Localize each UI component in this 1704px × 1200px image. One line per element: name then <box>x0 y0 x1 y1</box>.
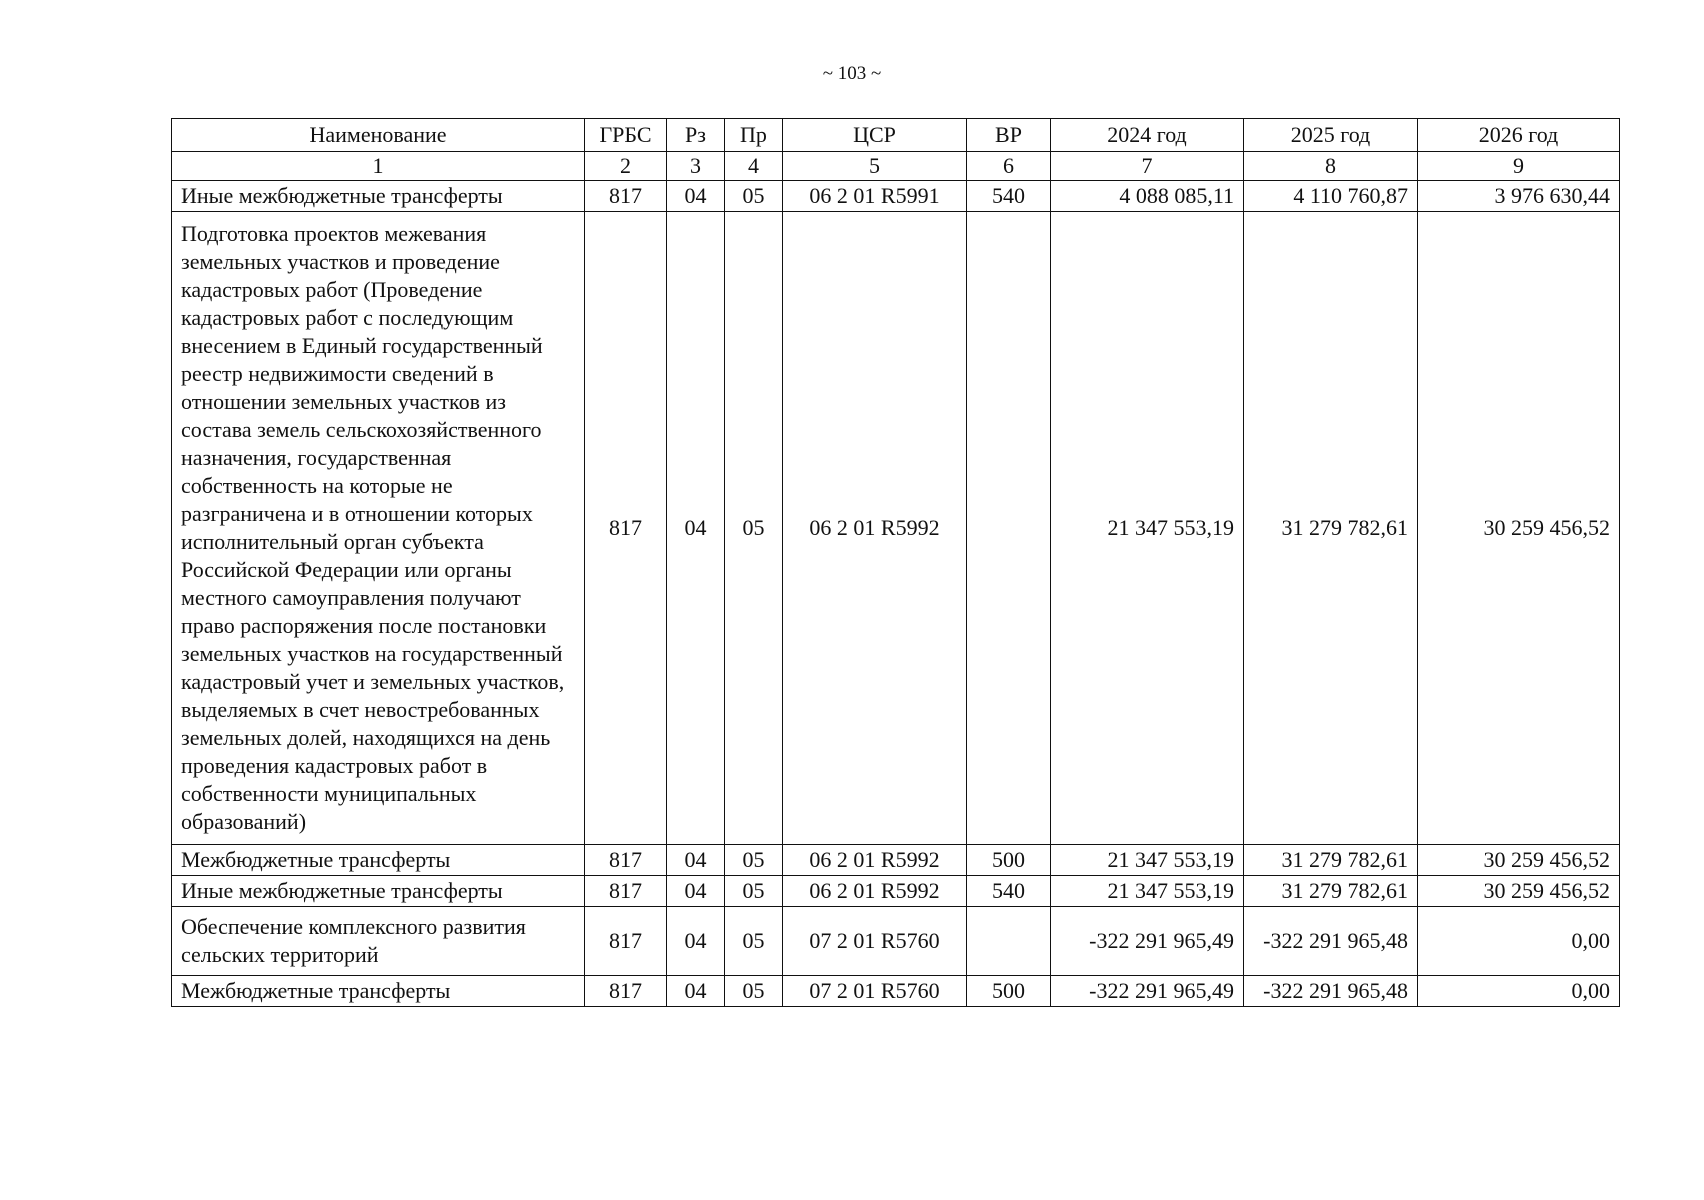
row-grbs: 817 <box>585 845 667 876</box>
table-row <box>172 181 1620 212</box>
column-number: 7 <box>1051 152 1244 181</box>
row-rz: 04 <box>667 181 725 212</box>
row-name: Межбюджетные трансферты <box>172 976 585 1007</box>
row-2024: 21 347 553,19 <box>1051 876 1244 907</box>
row-vr <box>967 212 1051 845</box>
column-number: 6 <box>967 152 1051 181</box>
row-2024: -322 291 965,49 <box>1051 907 1244 976</box>
row-rz: 04 <box>667 907 725 976</box>
row-rz: 04 <box>667 845 725 876</box>
table-row <box>172 976 1620 1007</box>
row-2025: -322 291 965,48 <box>1244 907 1418 976</box>
row-csr: 06 2 01 R5992 <box>783 845 967 876</box>
row-rz: 04 <box>667 976 725 1007</box>
row-2025: 4 110 760,87 <box>1244 181 1418 212</box>
header-2026: 2026 год <box>1418 119 1620 152</box>
row-vr: 500 <box>967 976 1051 1007</box>
row-vr: 540 <box>967 181 1051 212</box>
column-number: 9 <box>1418 152 1620 181</box>
row-pr: 05 <box>725 845 783 876</box>
row-grbs: 817 <box>585 212 667 845</box>
page-number: ~ 103 ~ <box>822 63 882 84</box>
row-2025: -322 291 965,48 <box>1244 976 1418 1007</box>
header-2025: 2025 год <box>1244 119 1418 152</box>
header-pr: Пр <box>725 119 783 152</box>
row-rz: 04 <box>667 876 725 907</box>
row-pr: 05 <box>725 907 783 976</box>
row-grbs: 817 <box>585 181 667 212</box>
row-2025: 31 279 782,61 <box>1244 845 1418 876</box>
row-name: Подготовка проектов межевания земельных участков и проведение кадастровых работ (Проведение кадастровых работ с последующим внесением в Единый государственный реестр недвижимости сведений в отношении земельных участков из состава земель сельскохозяйственного назначения, государственная собственность на которые не разграничена и в отношении которых исполнительный орган субъекта Российской Федерации или органы местного самоуправления получают право распоряжения после постановки земельных участков на государственный кадастровый учет и земельных участков, выделяемых в счет невостребованных земельных долей, находящихся на день проведения кадастровых работ в собственности муниципальных образований) <box>172 212 585 845</box>
column-number: 4 <box>725 152 783 181</box>
row-grbs: 817 <box>585 907 667 976</box>
column-number: 8 <box>1244 152 1418 181</box>
row-rz: 04 <box>667 212 725 845</box>
row-2024: 21 347 553,19 <box>1051 845 1244 876</box>
header-grbs: ГРБС <box>585 119 667 152</box>
row-2025: 31 279 782,61 <box>1244 212 1418 845</box>
row-csr: 07 2 01 R5760 <box>783 976 967 1007</box>
row-name: Межбюджетные трансферты <box>172 845 585 876</box>
header-csr: ЦСР <box>783 119 967 152</box>
row-2025: 31 279 782,61 <box>1244 876 1418 907</box>
row-name: Иные межбюджетные трансферты <box>172 181 585 212</box>
row-2026: 0,00 <box>1418 976 1620 1007</box>
column-number: 5 <box>783 152 967 181</box>
header-2024: 2024 год <box>1051 119 1244 152</box>
column-number: 3 <box>667 152 725 181</box>
row-2024: 4 088 085,11 <box>1051 181 1244 212</box>
table-row <box>172 876 1620 907</box>
row-2026: 30 259 456,52 <box>1418 876 1620 907</box>
table-row <box>172 907 1620 976</box>
row-csr: 06 2 01 R5992 <box>783 212 967 845</box>
row-grbs: 817 <box>585 976 667 1007</box>
row-pr: 05 <box>725 212 783 845</box>
row-pr: 05 <box>725 181 783 212</box>
budget-table <box>171 118 1620 1007</box>
table-row <box>172 212 1620 845</box>
row-pr: 05 <box>725 976 783 1007</box>
row-2024: 21 347 553,19 <box>1051 212 1244 845</box>
row-csr: 06 2 01 R5992 <box>783 876 967 907</box>
column-number: 1 <box>172 152 585 181</box>
row-name: Обеспечение комплексного развития сельских территорий <box>172 907 585 976</box>
row-vr: 500 <box>967 845 1051 876</box>
header-vr: ВР <box>967 119 1051 152</box>
column-number-row <box>172 152 1620 181</box>
header-rz: Рз <box>667 119 725 152</box>
row-pr: 05 <box>725 876 783 907</box>
row-vr: 540 <box>967 876 1051 907</box>
row-vr <box>967 907 1051 976</box>
header-row <box>172 119 1620 152</box>
row-2026: 3 976 630,44 <box>1418 181 1620 212</box>
row-csr: 07 2 01 R5760 <box>783 907 967 976</box>
row-name: Иные межбюджетные трансферты <box>172 876 585 907</box>
row-csr: 06 2 01 R5991 <box>783 181 967 212</box>
table-row <box>172 845 1620 876</box>
column-number: 2 <box>585 152 667 181</box>
row-2026: 0,00 <box>1418 907 1620 976</box>
row-2026: 30 259 456,52 <box>1418 845 1620 876</box>
row-2024: -322 291 965,49 <box>1051 976 1244 1007</box>
row-grbs: 817 <box>585 876 667 907</box>
header-name: Наименование <box>172 119 585 152</box>
row-2026: 30 259 456,52 <box>1418 212 1620 845</box>
